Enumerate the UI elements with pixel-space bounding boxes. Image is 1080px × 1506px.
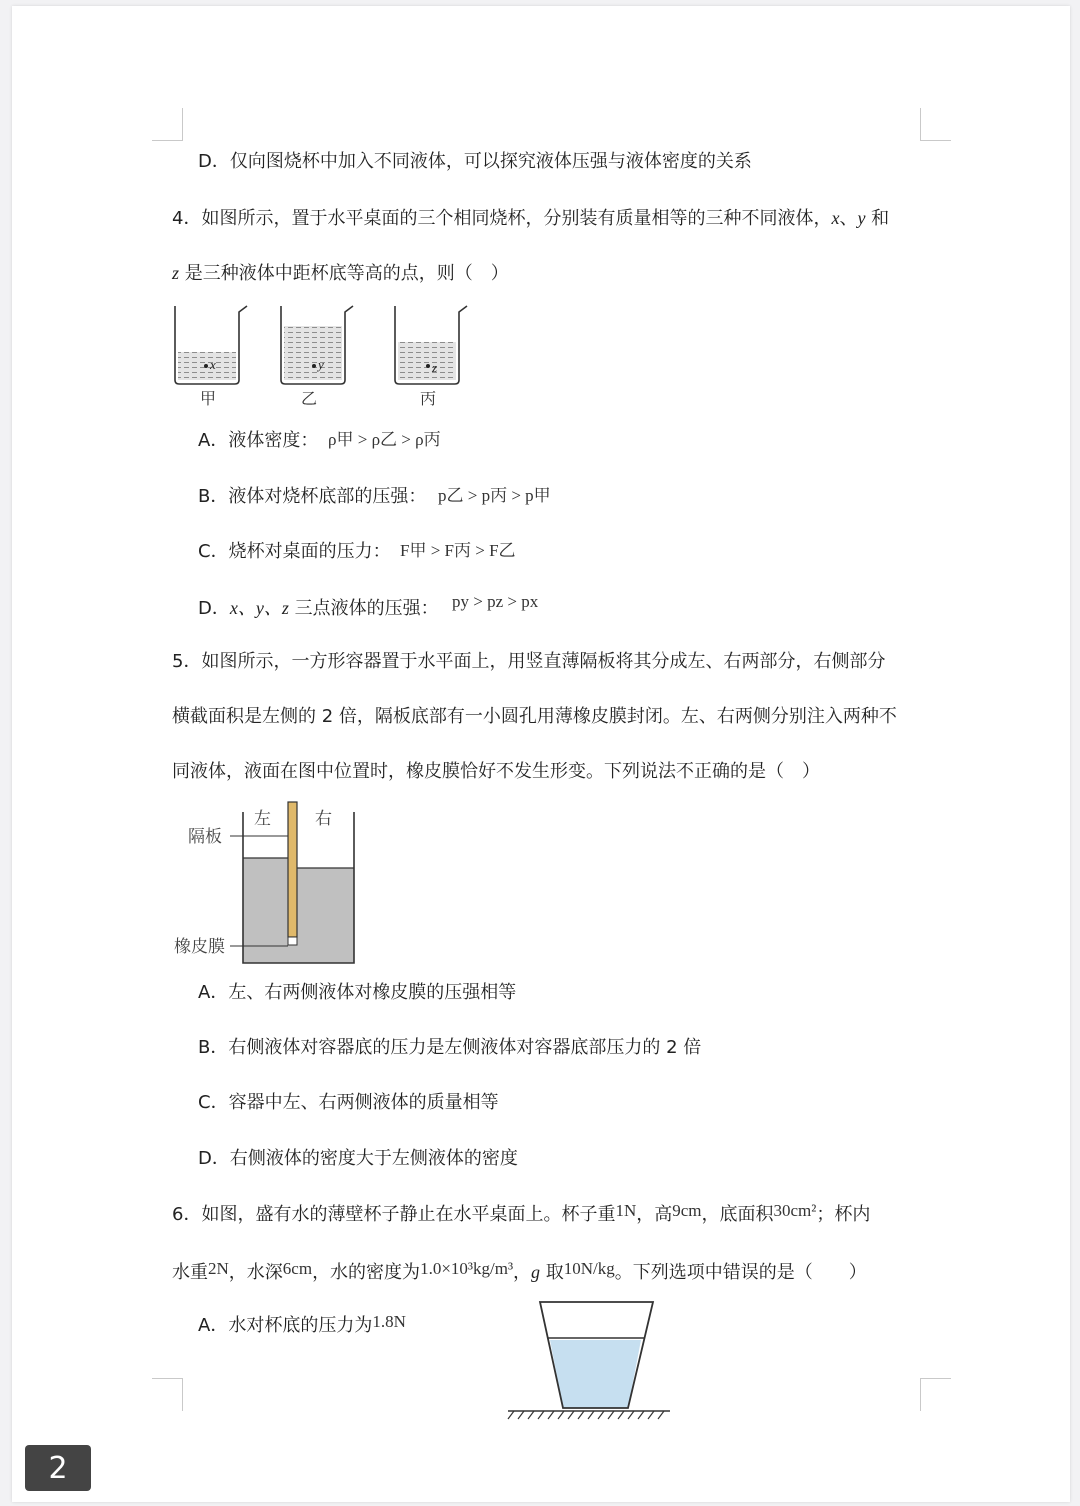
q6-stem-line1 [172,1203,870,1227]
beaker-yi-label: 乙 [301,389,318,408]
q4-option-c-math [400,536,516,561]
q4-option-b-math [438,481,551,506]
q6-stem-line2 [172,1260,867,1285]
cup-figure [500,1296,680,1426]
q6-g-var: g [531,1262,541,1282]
q6-l1-c: ，底面积 [701,1204,774,1225]
q4-option-a-label: A．液体密度： [198,430,319,451]
q6-density: 1.0×10³kg/m³ [420,1259,514,1278]
partitioned-container-figure [170,798,370,968]
label-left: 左 [254,809,271,828]
q4-option-d-post: 三点液体的压强： [288,598,439,619]
q5-stem-line3: 同液体，液面在图中位置时，橡皮膜恰好不发生形变。下列说法不正确的是（ ） [172,761,820,782]
q4-option-d-math-text: py > pz > px [452,592,539,611]
q6-l2-f: 。下列选项中错误的是（ ） [614,1262,867,1283]
q4-option-d-math [452,592,538,612]
q4-stem-end: 和 [865,208,890,229]
q5-stem-line1: 5．如图所示，一方形容器置于水平面上，用竖直薄隔板将其分成左、右两部分，右侧部分 [172,651,886,672]
q3-option-d: D．仅向图烧杯中加入不同液体，可以探究液体压强与液体密度的关系 [198,151,752,172]
q6-option-a [198,1314,406,1338]
left-liquid [243,858,293,963]
q4-stem-line1 [172,206,889,231]
q5-option-c: C．容器中左、右两侧液体的质量相等 [198,1092,499,1113]
q5-option-b: B．右侧液体对容器底的压力是左侧液体对容器底部压力的 2 倍 [198,1037,702,1058]
q4-stem-text: 4．如图所示，置于水平桌面的三个相同烧杯，分别装有质量相等的三种不同液体， [172,208,832,229]
label-partition: 隔板 [188,827,222,846]
q6-l1-d: ；杯内 [816,1204,871,1225]
q4-var-y: y [857,208,866,228]
beakers-figure [168,300,488,412]
q6-l1-a: 6．如图，盛有水的薄壁杯子静止在水平桌面上。杯子重 [172,1204,616,1225]
q4-option-b-label: B．液体对烧杯底部的压强： [198,486,427,507]
q6-l2-a: 水重 [172,1262,208,1283]
q4-option-b-math-text: p乙 > p丙 > p甲 [438,486,551,505]
q6-depth: 6cm [282,1259,313,1278]
q4-option-c-math-text: F甲 > F丙 > F乙 [400,541,516,560]
q5-stem-line2: 横截面积是左侧的 2 倍，隔板底部有一小圆孔用薄橡皮膜封闭。左、右两侧分别注入两种不 [172,706,897,727]
beaker-yi-point: y [318,357,324,372]
cup-water [550,1340,641,1408]
partition-board [288,802,297,937]
crop-mark-bottom-right [920,1378,951,1411]
q4-option-a-math [328,425,441,450]
q6-area: 30cm² [773,1201,817,1220]
label-membrane: 橡皮膜 [174,937,225,956]
q6-option-a-text: A．水对杯底的压力为 [198,1315,373,1336]
crop-mark-top-left [152,108,183,141]
q4-option-c-label: C．烧杯对桌面的压力： [198,541,391,562]
q4-option-a-math-text: ρ甲 > ρ乙 > ρ丙 [328,430,441,449]
q6-l2-e: 取 [540,1262,564,1283]
beaker-jia-label: 甲 [200,389,217,408]
q6-option-a-value: 1.8N [372,1312,406,1331]
label-right: 右 [315,809,332,828]
q6-l1-b: ，高 [636,1204,673,1225]
q5-option-d: D．右侧液体的密度大于左侧液体的密度 [198,1148,518,1169]
q6-l2-c: ，水的密度为 [312,1262,421,1283]
beaker-bing [395,306,467,384]
q4-stem-line2 [172,261,509,286]
q4-var-z: z [172,263,180,283]
q5-option-a: A．左、右两侧液体对橡皮膜的压强相等 [198,982,517,1003]
q6-height: 9cm [672,1201,702,1220]
crop-mark-bottom-left [152,1378,183,1411]
beaker-bing-label: 丙 [420,389,437,408]
q4-sep: 、 [839,208,858,229]
beaker-bing-point: z [432,360,438,375]
beaker-jia-point: x [210,357,216,372]
table-hatching [508,1411,664,1419]
beaker-yi [281,306,353,384]
beaker-jia [175,306,247,384]
q6-l2-d: ， [513,1262,532,1283]
q6-g-value: 10N/kg [563,1259,615,1278]
page-number-badge: 2 [25,1445,91,1491]
right-liquid [293,868,354,963]
crop-mark-top-right [920,108,951,141]
q6-cup-weight: 1N [615,1201,637,1220]
q6-l2-b: ，水深 [228,1262,283,1283]
q4-stem-line2-text: 是三种液体中距杯底等高的点，则（ ） [179,263,509,284]
q6-water-weight: 2N [208,1259,229,1278]
q4-option-d-pre: D． [198,598,230,619]
q4-option-d [198,596,439,621]
q4-option-d-vars: x、y、z [229,598,289,618]
q4-var-x: x [831,208,840,228]
rubber-membrane [288,937,297,945]
